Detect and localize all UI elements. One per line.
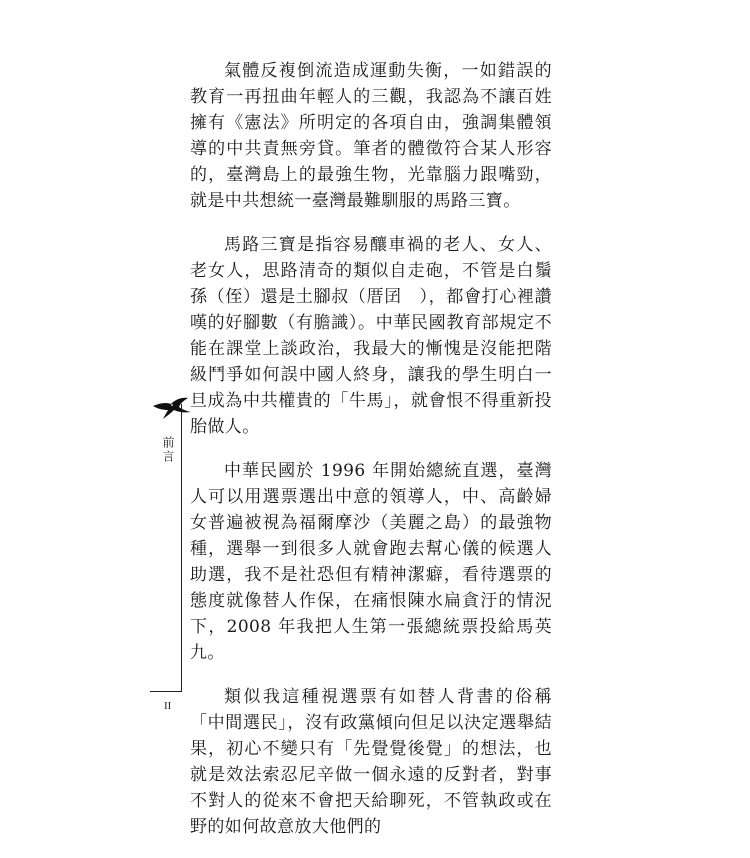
bottom-rule xyxy=(150,691,182,692)
paragraph-4: 類似我這種視選票有如替人背書的俗稱「中間選民」，沒有政黨傾向但足以決定選舉結果，初心不變只有「先覺覺後覺」的想法，也就是效法索忍尼辛做一個永遠的反對者，對事不對人的從來不會把天給聊死，不管執政或在野的如何故意放大他們的 xyxy=(190,687,552,837)
side-rule xyxy=(181,404,182,691)
paragraph-1: 氣體反複倒流造成運動失衡，一如錯誤的教育一再扭曲年輕人的三觀，我認為不讓百姓擁有《憲法》所明定的各項自由，強調集體領導的中共責無旁貸。筆者的體徵符合某人形容的，臺灣島上的最強生物，光靠腦力跟嘴勁，就是中共想統一臺灣最難馴服的馬路三寶。 xyxy=(190,61,552,211)
bird-icon xyxy=(152,394,192,424)
page-number: II xyxy=(164,700,172,712)
body-text xyxy=(190,58,552,858)
paragraph-2: 馬路三寶是指容易釀車禍的老人、女人、老女人，思路清奇的類似自走砲，不管是白鬚孫（侄）還是土腳叔（厝囝 ），都會打心裡讚嘆的好腳數（有膽識）。中華民國教育部規定不能在課堂上談政治，我最大的慚愧是沒能把階級鬥爭如何誤中國人終身，讓我的學生明白一旦成為中共權貴的「牛馬」，就會恨不得重新投胎做人。 xyxy=(190,235,552,437)
section-label: 前言 xyxy=(161,436,175,464)
paragraph-3: 中華民國於 1996 年開始總統直選，臺灣人可以用選票選出中意的領導人，中、高齡婦女普遍被視為福爾摩沙（美麗之島）的最強物種，選舉一到很多人就會跑去幫心儀的候選人助選，我不是社恐但有精神潔癖，看待選票的態度就像替人作保，在痛恨陳水扁貪汙的情況下，2008 年我把人生第一張總統票投給馬英九。 xyxy=(190,461,552,663)
